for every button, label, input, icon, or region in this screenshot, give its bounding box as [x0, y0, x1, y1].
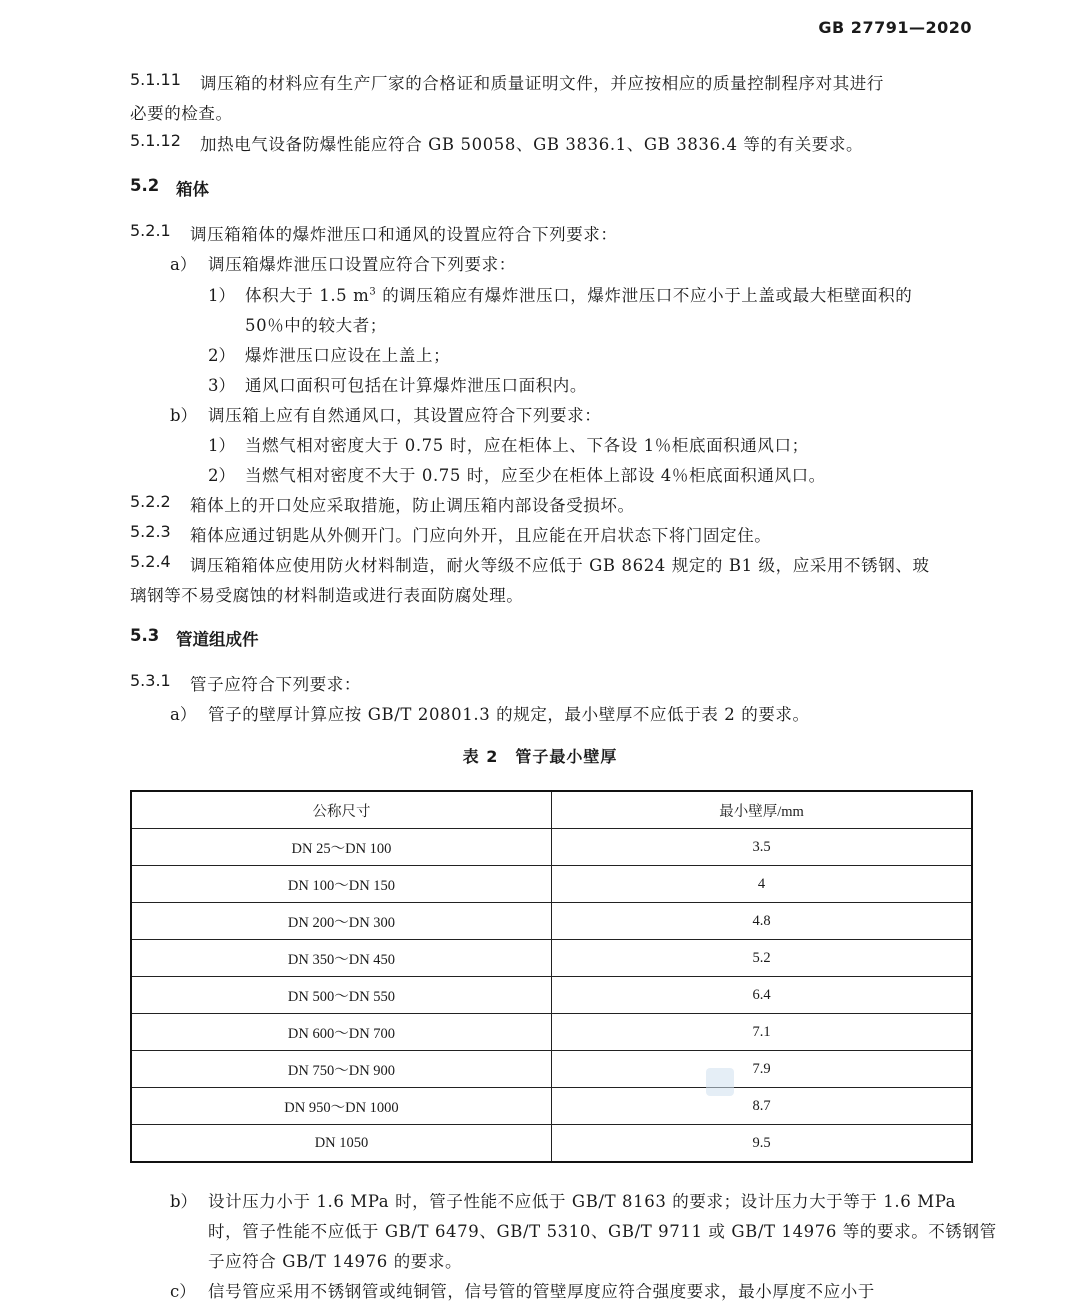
sub-list-marker: 2） [208, 346, 235, 365]
list-marker: b） [170, 406, 198, 425]
table-row [131, 903, 972, 940]
nominal-size-cell: DN 25～DN 100 [131, 829, 552, 866]
table-row [131, 1125, 972, 1163]
list-marker: a） [170, 255, 197, 274]
min-wall-thickness-table [130, 790, 973, 1163]
sub-list-item-text-part1: 体积大于 1.5 m [245, 286, 370, 305]
section-number: 5.3 [130, 626, 160, 645]
table-row [131, 829, 972, 866]
sub-list-marker: 1） [208, 436, 235, 455]
section-title: 箱体 [176, 180, 209, 199]
sub-list-marker: 3） [208, 376, 235, 395]
clause-number: 5.1.11 [130, 70, 181, 89]
clause-text: 调压箱的材料应有生产厂家的合格证和质量证明文件，并应按相应的质量控制程序对其进行 [200, 74, 884, 93]
wall-thickness-cell: 8.7 [552, 1088, 973, 1125]
table-header-row [131, 791, 972, 829]
clause-number: 5.2.4 [130, 552, 171, 571]
clause-text: 箱体应通过钥匙从外侧开门。门应向外开，且应能在开启状态下将门固定住。 [190, 526, 772, 545]
standard-number: GB 27791—2020 [818, 18, 972, 37]
section-title: 管道组成件 [176, 630, 259, 649]
clause-text-continued: 璃钢等不易受腐蚀的材料制造或进行表面防腐处理。 [130, 586, 524, 605]
sub-list-item-text-part2: 的调压箱应有爆炸泄压口，爆炸泄压口不应小于上盖或最大柜壁面积的 [376, 286, 913, 305]
list-item-text: 调压箱上应有自然通风口，其设置应符合下列要求： [208, 406, 602, 425]
clause-text: 箱体上的开口处应采取措施，防止调压箱内部设备受损坏。 [190, 496, 635, 515]
nominal-size-cell: DN 950～DN 1000 [131, 1088, 552, 1125]
wall-thickness-cell: 7.9 [552, 1051, 973, 1088]
clause-number: 5.2.2 [130, 492, 171, 511]
clause-number: 5.3.1 [130, 671, 171, 690]
sub-list-item-text: 当燃气相对密度不大于 0.75 时，应至少在柜体上部设 4％柜底面积通风口。 [245, 466, 826, 485]
sub-list-item-text: 当燃气相对密度大于 0.75 时，应在柜体上、下各设 1％柜底面积通风口； [245, 436, 809, 455]
list-marker: b） [170, 1192, 198, 1211]
list-item-text: 管子的壁厚计算应按 GB/T 20801.3 的规定，最小壁厚不应低于表 2 的要求。 [208, 705, 810, 724]
watermark-logo-icon [706, 1068, 734, 1096]
section-number: 5.2 [130, 176, 160, 195]
wall-thickness-cell: 4 [552, 866, 973, 903]
nominal-size-cell: DN 1050 [131, 1125, 552, 1163]
nominal-size-cell: DN 750～DN 900 [131, 1051, 552, 1088]
list-item-text-continued: 时，管子性能不应低于 GB/T 6479、GB/T 5310、GB/T 9711 或 GB/T 14976 等的要求。不锈钢管 [208, 1222, 997, 1241]
clause-number: 5.1.12 [130, 131, 181, 150]
column-header-nominal-size: 公称尺寸 [131, 791, 552, 829]
wall-thickness-cell: 5.2 [552, 940, 973, 977]
table-row [131, 1051, 972, 1088]
nominal-size-cell: DN 200～DN 300 [131, 903, 552, 940]
list-item-text: 信号管应采用不锈钢管或纯铜管，信号管的管壁厚度应符合强度要求，最小厚度不应小于 [208, 1282, 875, 1301]
list-item-text: 调压箱爆炸泄压口设置应符合下列要求： [208, 255, 516, 274]
clause-text-continued: 必要的检查。 [130, 104, 233, 123]
clause-number: 5.2.3 [130, 522, 171, 541]
wall-thickness-cell: 4.8 [552, 903, 973, 940]
wall-thickness-cell: 6.4 [552, 977, 973, 1014]
sub-list-item-text: 通风口面积可包括在计算爆炸泄压口面积内。 [245, 376, 587, 395]
sub-list-marker: 1） [208, 286, 235, 305]
nominal-size-cell: DN 500～DN 550 [131, 977, 552, 1014]
superscript: 3 [369, 286, 377, 298]
clause-text: 加热电气设备防爆性能应符合 GB 50058、GB 3836.1、GB 3836.4 等的有关要求。 [200, 135, 864, 154]
table-row [131, 866, 972, 903]
table-caption: 表 2 管子最小壁厚 [462, 747, 618, 766]
wall-thickness-cell: 9.5 [552, 1125, 973, 1163]
nominal-size-cell: DN 600～DN 700 [131, 1014, 552, 1051]
wall-thickness-cell: 3.5 [552, 829, 973, 866]
sub-list-item-text: 爆炸泄压口应设在上盖上； [245, 346, 451, 365]
sub-list-item-text [245, 282, 912, 306]
column-header-min-wall-thickness: 最小壁厚/mm [552, 791, 973, 829]
clause-5-1-11 [130, 70, 181, 89]
list-item-text-continued: 子应符合 GB/T 14976 的要求。 [208, 1252, 463, 1271]
clause-number: 5.2.1 [130, 221, 171, 240]
clause-text: 调压箱箱体应使用防火材料制造，耐火等级不应低于 GB 8624 规定的 B1 级，应采用不锈钢、玻 [190, 556, 930, 575]
list-marker: a） [170, 705, 197, 724]
table-row [131, 1014, 972, 1051]
sub-list-marker: 2） [208, 466, 235, 485]
list-marker: c） [170, 1282, 196, 1301]
clause-text: 调压箱箱体的爆炸泄压口和通风的设置应符合下列要求： [190, 225, 618, 244]
table-row [131, 977, 972, 1014]
table-row [131, 940, 972, 977]
nominal-size-cell: DN 100～DN 150 [131, 866, 552, 903]
clause-text: 管子应符合下列要求： [190, 675, 361, 694]
sub-list-item-text-continued: 50％中的较大者； [245, 316, 387, 335]
nominal-size-cell: DN 350～DN 450 [131, 940, 552, 977]
list-item-text: 设计压力小于 1.6 MPa 时，管子性能不应低于 GB/T 8163 的要求；设计压力大于等于 1.6 MPa [208, 1192, 957, 1211]
table-row [131, 1088, 972, 1125]
wall-thickness-cell: 7.1 [552, 1014, 973, 1051]
